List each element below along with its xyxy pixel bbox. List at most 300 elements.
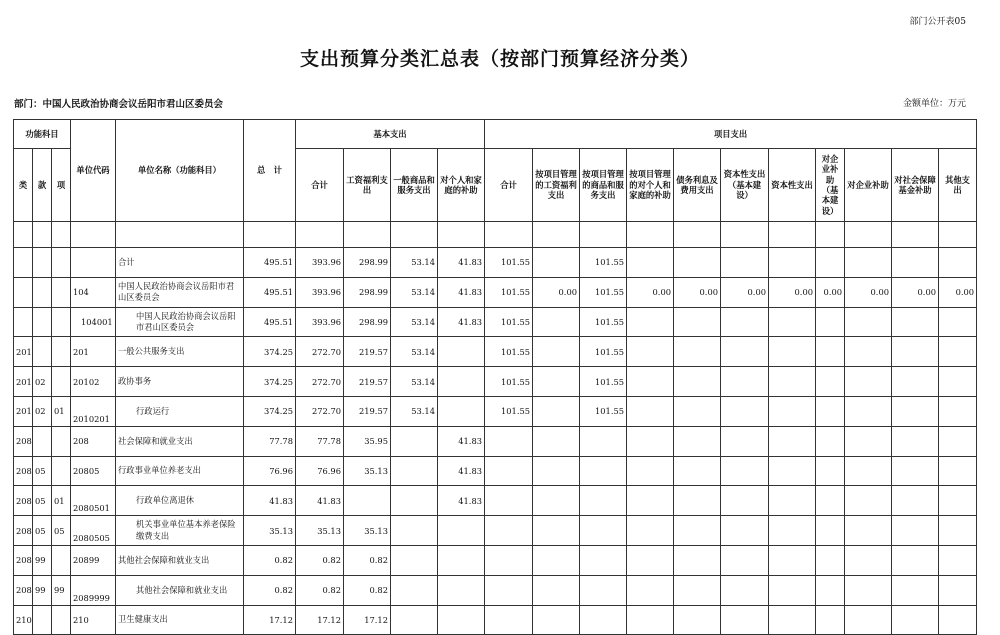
amount-cell	[438, 367, 485, 397]
amount-cell: 53.14	[391, 367, 438, 397]
amount-cell: 41.83	[438, 486, 485, 516]
amount-cell: 101.55	[485, 307, 533, 337]
amount-cell: 101.55	[580, 277, 627, 307]
amount-cell: 101.55	[485, 277, 533, 307]
amount-cell: 17.12	[296, 605, 344, 635]
amount-cell	[485, 605, 533, 635]
kuan-cell	[33, 605, 52, 635]
amount-cell	[845, 307, 892, 337]
amount-cell	[674, 337, 721, 367]
unit-code-cell: 20805	[71, 456, 116, 486]
lei-cell	[14, 248, 33, 278]
amount-cell	[721, 456, 769, 486]
amount-cell	[845, 426, 892, 456]
amount-cell	[939, 516, 977, 546]
unit-code-cell: 104	[71, 277, 116, 307]
table-row	[14, 545, 977, 575]
unit-code-cell	[71, 248, 116, 278]
amount-cell	[721, 426, 769, 456]
amount-cell	[845, 516, 892, 546]
amount-cell: 77.78	[296, 426, 344, 456]
amount-cell	[533, 367, 580, 397]
amount-cell	[391, 486, 438, 516]
amount-cell: 53.14	[391, 307, 438, 337]
amount-cell	[845, 545, 892, 575]
amount-cell	[892, 248, 939, 278]
amount-cell	[892, 307, 939, 337]
amount-cell	[627, 545, 674, 575]
lei-cell: 208	[14, 516, 33, 546]
xiang-cell	[52, 277, 71, 307]
xiang-cell	[52, 605, 71, 635]
unit-code-cell: 210	[71, 605, 116, 635]
unit-code-cell: 2080501	[71, 486, 116, 516]
amount-cell: 101.55	[485, 396, 533, 426]
amount-cell: 0.00	[627, 277, 674, 307]
amount-cell: 17.12	[344, 605, 391, 635]
amount-cell	[533, 456, 580, 486]
amount-cell: 35.13	[244, 516, 296, 546]
amount-cell: 374.25	[244, 337, 296, 367]
budget-table	[13, 119, 977, 635]
amount-cell	[769, 575, 816, 605]
kuan-cell	[33, 307, 52, 337]
amount-cell	[627, 367, 674, 397]
amount-cell: 0.00	[845, 277, 892, 307]
amount-cell: 272.70	[296, 337, 344, 367]
unit-name-cell: 行政事业单位养老支出	[116, 456, 244, 486]
lei-cell: 201	[14, 367, 33, 397]
amount-cell	[391, 516, 438, 546]
amount-cell	[816, 396, 845, 426]
amount-cell	[845, 248, 892, 278]
amount-cell: 219.57	[344, 337, 391, 367]
amount-cell	[892, 516, 939, 546]
amount-cell	[816, 605, 845, 635]
unit-name-cell: 机关事业单位基本养老保险缴费支出	[116, 516, 244, 546]
amount-cell: 101.55	[580, 337, 627, 367]
project-col-header: 资本性支出（基本建设）	[721, 149, 769, 222]
amount-cell	[816, 575, 845, 605]
amount-cell	[721, 396, 769, 426]
amount-cell: 53.14	[391, 277, 438, 307]
amount-cell: 495.51	[244, 248, 296, 278]
amount-cell: 53.14	[391, 248, 438, 278]
amount-cell: 0.82	[244, 575, 296, 605]
amount-cell: 495.51	[244, 307, 296, 337]
amount-cell	[627, 575, 674, 605]
amount-cell	[533, 605, 580, 635]
amount-cell: 41.83	[438, 277, 485, 307]
xiang-cell	[52, 456, 71, 486]
amount-cell	[674, 426, 721, 456]
table-row	[14, 307, 977, 337]
xiang-cell	[52, 307, 71, 337]
project-col-header: 资本性支出	[769, 149, 816, 222]
amount-cell	[769, 307, 816, 337]
unit-name-cell: 政协事务	[116, 367, 244, 397]
amount-cell	[816, 337, 845, 367]
basic-col-header: 合计	[296, 149, 344, 222]
kuan-cell: 99	[33, 575, 52, 605]
unit-name-cell: 行政单位离退休	[116, 486, 244, 516]
kuan-header: 款	[33, 149, 52, 222]
lei-cell	[14, 307, 33, 337]
amount-cell	[533, 396, 580, 426]
unit-code-cell: 208	[71, 426, 116, 456]
amount-cell	[485, 545, 533, 575]
xiang-cell	[52, 337, 71, 367]
amount-cell	[769, 486, 816, 516]
unit-name-cell: 中国人民政治协商会议岳阳市君山区委员会	[116, 307, 244, 337]
amount-cell: 0.00	[721, 277, 769, 307]
lei-cell: 201	[14, 396, 33, 426]
amount-cell	[627, 307, 674, 337]
unit-code-cell: 2089999	[71, 575, 116, 605]
unit-code-header: 单位代码	[71, 120, 116, 222]
amount-cell	[485, 516, 533, 546]
amount-cell: 101.55	[580, 248, 627, 278]
kuan-cell	[33, 248, 52, 278]
amount-cell: 41.83	[438, 456, 485, 486]
amount-cell: 0.82	[296, 575, 344, 605]
xiang-cell	[52, 426, 71, 456]
amount-cell	[721, 367, 769, 397]
xiang-cell: 01	[52, 486, 71, 516]
unit-code-cell: 20899	[71, 545, 116, 575]
amount-cell	[533, 426, 580, 456]
page-title: 支出预算分类汇总表（按部门预算经济分类）	[299, 48, 700, 70]
amount-cell	[816, 486, 845, 516]
unit-name-cell: 合计	[116, 248, 244, 278]
kuan-cell: 02	[33, 367, 52, 397]
amount-cell	[816, 456, 845, 486]
lei-cell: 201	[14, 337, 33, 367]
amount-cell	[892, 367, 939, 397]
table-row	[14, 367, 977, 397]
amount-cell	[845, 605, 892, 635]
amount-cell: 219.57	[344, 367, 391, 397]
amount-cell: 41.83	[438, 307, 485, 337]
project-col-header: 按项目管理的商品和服务支出	[580, 149, 627, 222]
amount-cell: 272.70	[296, 396, 344, 426]
kuan-cell: 02	[33, 396, 52, 426]
lei-cell: 210	[14, 605, 33, 635]
amount-cell	[533, 516, 580, 546]
kuan-cell: 05	[33, 516, 52, 546]
amount-cell: 0.00	[892, 277, 939, 307]
amount-cell: 101.55	[485, 367, 533, 397]
amount-cell: 374.25	[244, 396, 296, 426]
amount-cell: 35.13	[344, 456, 391, 486]
amount-cell	[391, 545, 438, 575]
amount-cell: 53.14	[391, 396, 438, 426]
table-number-label: 部门公开表05	[909, 17, 966, 27]
amount-cell	[721, 516, 769, 546]
amount-cell	[391, 456, 438, 486]
lei-cell: 208	[14, 575, 33, 605]
header-row-1	[14, 120, 977, 149]
amount-cell: 0.82	[244, 545, 296, 575]
amount-cell	[627, 605, 674, 635]
unit-name-header: 单位名称（功能科目）	[116, 120, 244, 222]
amount-cell	[485, 426, 533, 456]
amount-cell	[485, 575, 533, 605]
amount-cell	[845, 337, 892, 367]
amount-cell	[391, 605, 438, 635]
amount-cell	[485, 456, 533, 486]
table-row	[14, 248, 977, 278]
amount-cell	[674, 605, 721, 635]
amount-cell	[627, 426, 674, 456]
amount-cell	[845, 456, 892, 486]
amount-cell: 41.83	[244, 486, 296, 516]
amount-cell	[816, 516, 845, 546]
amount-cell	[939, 337, 977, 367]
amount-cell: 77.78	[244, 426, 296, 456]
amount-cell	[845, 367, 892, 397]
amount-cell	[845, 396, 892, 426]
amount-cell	[845, 486, 892, 516]
amount-cell	[769, 545, 816, 575]
amount-cell	[674, 516, 721, 546]
kuan-cell: 05	[33, 456, 52, 486]
amount-cell	[344, 486, 391, 516]
amount-cell	[391, 426, 438, 456]
amount-cell	[721, 337, 769, 367]
amount-cell	[533, 248, 580, 278]
basic-expenditure-header: 基本支出	[296, 120, 485, 149]
project-col-header: 对社会保障基金补助	[892, 149, 939, 222]
lei-cell: 208	[14, 426, 33, 456]
kuan-cell	[33, 426, 52, 456]
amount-cell	[769, 337, 816, 367]
amount-cell: 219.57	[344, 396, 391, 426]
lei-cell: 208	[14, 456, 33, 486]
amount-cell: 101.55	[580, 367, 627, 397]
amount-cell: 0.82	[344, 575, 391, 605]
amount-cell: 0.00	[769, 277, 816, 307]
table-row	[14, 426, 977, 456]
kuan-cell: 05	[33, 486, 52, 516]
amount-cell: 35.95	[344, 426, 391, 456]
amount-cell: 298.99	[344, 277, 391, 307]
amount-cell	[438, 396, 485, 426]
amount-cell	[674, 248, 721, 278]
unit-name-cell: 其他社会保障和就业支出	[116, 575, 244, 605]
amount-cell	[939, 545, 977, 575]
amount-cell	[939, 396, 977, 426]
amount-cell	[845, 575, 892, 605]
amount-cell: 374.25	[244, 367, 296, 397]
amount-cell	[892, 575, 939, 605]
amount-cell: 393.96	[296, 248, 344, 278]
xiang-cell	[52, 367, 71, 397]
project-expenditure-header: 项目支出	[485, 120, 977, 149]
project-col-header: 按项目管理的工资福利支出	[533, 149, 580, 222]
amount-cell	[769, 426, 816, 456]
table-row	[14, 456, 977, 486]
amount-cell: 0.00	[816, 277, 845, 307]
amount-cell: 41.83	[296, 486, 344, 516]
unit-code-cell: 2010201	[71, 396, 116, 426]
unit-name-cell: 中国人民政治协商会议岳阳市君山区委员会	[116, 277, 244, 307]
amount-cell	[438, 516, 485, 546]
amount-cell	[769, 605, 816, 635]
amount-cell: 101.55	[580, 396, 627, 426]
amount-cell: 101.55	[485, 248, 533, 278]
func-subject-header: 功能科目	[14, 120, 71, 149]
amount-cell: 495.51	[244, 277, 296, 307]
spacer-row	[14, 222, 977, 248]
amount-cell	[892, 337, 939, 367]
amount-cell: 41.83	[438, 248, 485, 278]
amount-cell	[533, 575, 580, 605]
amount-cell	[485, 486, 533, 516]
unit-name-cell: 社会保障和就业支出	[116, 426, 244, 456]
unit-name-cell: 其他社会保障和就业支出	[116, 545, 244, 575]
xiang-header: 项	[52, 149, 71, 222]
amount-cell: 0.00	[939, 277, 977, 307]
amount-cell	[580, 605, 627, 635]
amount-cell	[892, 486, 939, 516]
amount-cell	[939, 456, 977, 486]
amount-cell	[391, 575, 438, 605]
amount-cell	[892, 396, 939, 426]
unit-code-cell: 104001	[71, 307, 116, 337]
amount-cell	[721, 575, 769, 605]
amount-cell	[721, 486, 769, 516]
basic-col-header: 对个人和家庭的补助	[438, 149, 485, 222]
amount-cell	[438, 605, 485, 635]
amount-cell	[939, 575, 977, 605]
amount-cell	[892, 456, 939, 486]
lei-cell: 208	[14, 545, 33, 575]
amount-cell	[627, 486, 674, 516]
amount-cell	[721, 605, 769, 635]
amount-cell: 272.70	[296, 367, 344, 397]
amount-cell	[627, 516, 674, 546]
table-row	[14, 396, 977, 426]
unit-name-cell: 一般公共服务支出	[116, 337, 244, 367]
amount-cell	[816, 545, 845, 575]
amount-cell	[580, 545, 627, 575]
amount-cell	[721, 307, 769, 337]
amount-cell	[438, 337, 485, 367]
amount-cell: 298.99	[344, 307, 391, 337]
amount-cell	[627, 396, 674, 426]
amount-cell	[438, 545, 485, 575]
amount-cell	[816, 248, 845, 278]
amount-cell	[769, 516, 816, 546]
unit-code-cell: 20102	[71, 367, 116, 397]
amount-cell	[674, 486, 721, 516]
project-col-header: 其他支出	[939, 149, 977, 222]
amount-cell	[533, 545, 580, 575]
amount-cell: 35.13	[296, 516, 344, 546]
amount-cell: 35.13	[344, 516, 391, 546]
basic-col-header: 工资福利支出	[344, 149, 391, 222]
amount-cell	[769, 248, 816, 278]
amount-cell: 53.14	[391, 337, 438, 367]
project-col-header: 合计	[485, 149, 533, 222]
total-header: 总 计	[244, 120, 296, 222]
amount-cell: 0.82	[344, 545, 391, 575]
amount-cell	[769, 456, 816, 486]
amount-cell	[580, 516, 627, 546]
lei-header: 类	[14, 149, 33, 222]
amount-cell	[816, 367, 845, 397]
amount-cell	[816, 307, 845, 337]
amount-cell	[674, 456, 721, 486]
amount-cell	[892, 545, 939, 575]
table-body	[14, 248, 977, 635]
amount-cell: 101.55	[580, 307, 627, 337]
amount-cell: 0.00	[674, 277, 721, 307]
amount-cell	[674, 396, 721, 426]
unit-code-cell: 2080505	[71, 516, 116, 546]
basic-col-header: 一般商品和服务支出	[391, 149, 438, 222]
lei-cell	[14, 277, 33, 307]
department-label: 部门：中国人民政治协商会议岳阳市君山区委员会	[14, 99, 224, 110]
xiang-cell: 01	[52, 396, 71, 426]
amount-cell	[769, 367, 816, 397]
project-col-header: 对企业补助（基本建设）	[816, 149, 845, 222]
table-row	[14, 486, 977, 516]
amount-cell	[939, 307, 977, 337]
kuan-cell	[33, 337, 52, 367]
amount-cell: 76.96	[244, 456, 296, 486]
amount-cell	[892, 426, 939, 456]
amount-cell	[721, 545, 769, 575]
table-row	[14, 277, 977, 307]
unit-name-cell: 卫生健康支出	[116, 605, 244, 635]
amount-cell	[674, 575, 721, 605]
amount-cell	[438, 575, 485, 605]
amount-cell	[939, 248, 977, 278]
amount-cell	[816, 426, 845, 456]
amount-cell	[721, 248, 769, 278]
amount-cell: 393.96	[296, 307, 344, 337]
amount-cell	[674, 307, 721, 337]
xiang-cell: 05	[52, 516, 71, 546]
amount-cell	[627, 248, 674, 278]
amount-cell: 0.82	[296, 545, 344, 575]
amount-cell	[674, 367, 721, 397]
amount-cell	[892, 605, 939, 635]
amount-cell: 41.83	[438, 426, 485, 456]
amount-cell	[580, 575, 627, 605]
amount-cell	[939, 426, 977, 456]
unit-label: 金额单位：万元	[902, 99, 966, 109]
xiang-cell	[52, 545, 71, 575]
xiang-cell	[52, 248, 71, 278]
amount-cell	[939, 486, 977, 516]
amount-cell	[939, 605, 977, 635]
table-row	[14, 337, 977, 367]
amount-cell	[580, 426, 627, 456]
project-col-header: 债务利息及费用支出	[674, 149, 721, 222]
amount-cell	[580, 456, 627, 486]
amount-cell: 298.99	[344, 248, 391, 278]
amount-cell: 76.96	[296, 456, 344, 486]
lei-cell: 208	[14, 486, 33, 516]
amount-cell	[627, 337, 674, 367]
kuan-cell: 99	[33, 545, 52, 575]
unit-name-cell: 行政运行	[116, 396, 244, 426]
amount-cell: 393.96	[296, 277, 344, 307]
amount-cell: 0.00	[533, 277, 580, 307]
